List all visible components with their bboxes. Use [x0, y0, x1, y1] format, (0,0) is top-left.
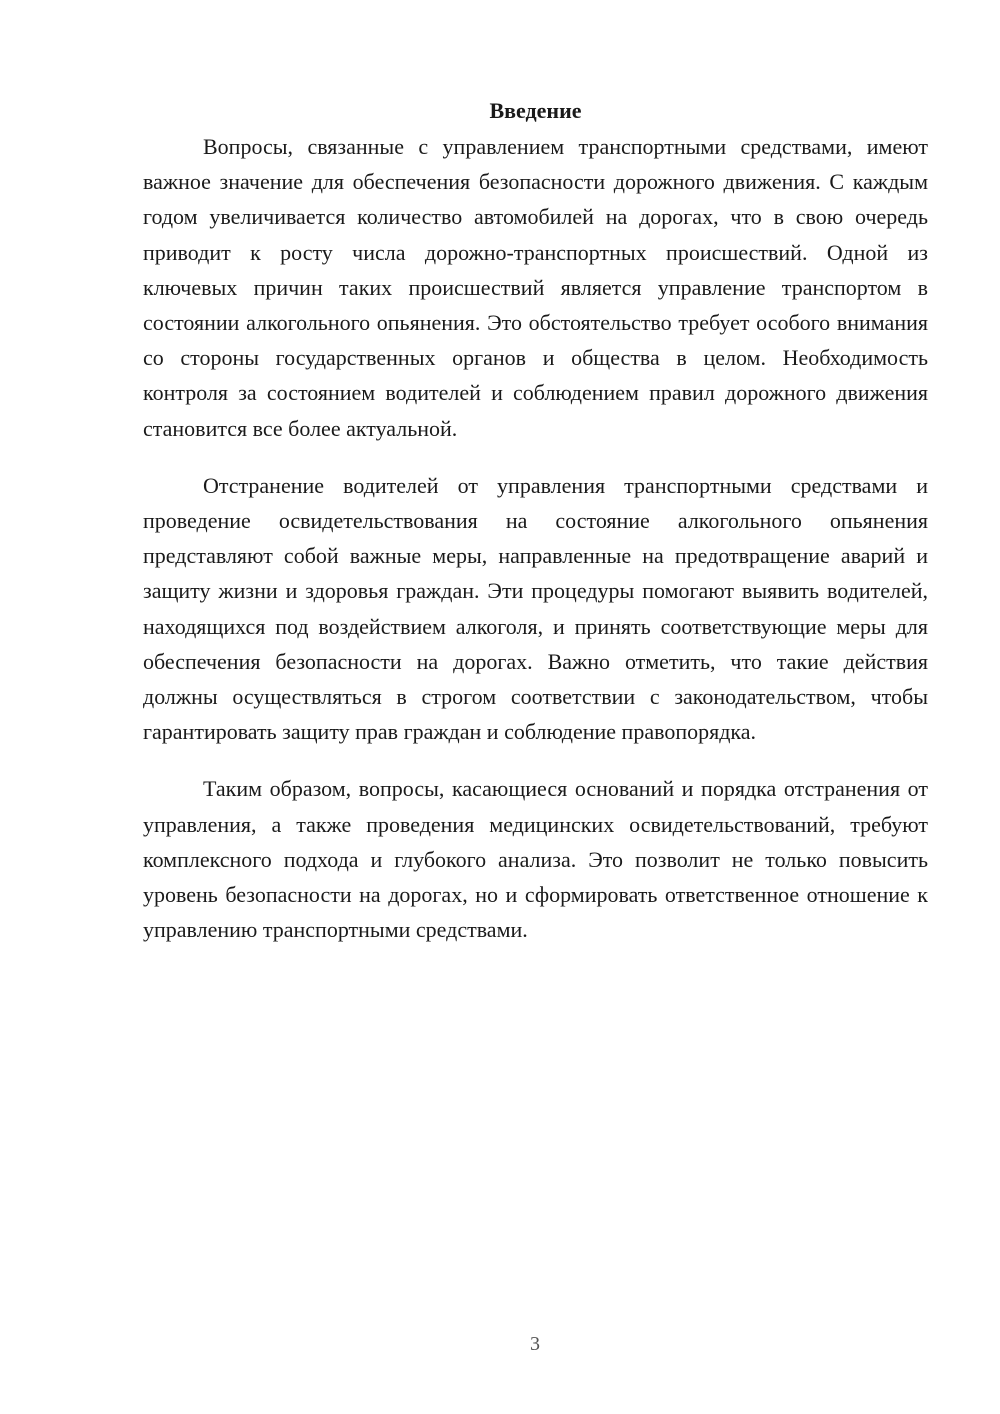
paragraph-1: Вопросы, связанные с управлением транспортными средствами, имеют важное значение для обеспечения безопасности дорожного движения. С каждым годом увеличивается количество автомобилей на дорогах, что в свою очередь приводит к росту числа дорожно-транспортных происшествий. Одной из ключевых причин таких происшествий является управление транспортом в состоянии алкогольного опьянения. Это обстоятельство требует особого внимания со стороны государственных органов и общества в целом. Необходимость контроля за состоянием водителей и соблюдением правил дорожного движения становится все более актуальной.	[143, 134, 928, 441]
paragraph-3: Таким образом, вопросы, касающиеся оснований и порядка отстранения от управления, а также проведения медицинских освидетельствований, требуют комплексного подхода и глубокого анализа. Это позволит не только повысить уровень безопасности на дорогах, но и сформировать ответственное отношение к управлению транспортными средствами.	[143, 776, 928, 943]
paragraph-2: Отстранение водителей от управления транспортными средствами и проведение освидетельствования на состояние алкогольного опьянения представляют собой важные меры, направленные на предотвращение аварий и защиту жизни и здоровья граждан. Эти процедуры помогают выявить водителей, находящихся под воздействием алкоголя, и принять соответствующие меры для обеспечения безопасности на дорогах. Важно отметить, что такие действия должны осуществляться в строгом соответствии с законодательством, чтобы гарантировать защиту прав граждан и соблюдение правопорядка.	[143, 472, 928, 745]
page-content	[143, 96, 928, 969]
page-number: 3	[530, 1333, 540, 1355]
section-title: Введение	[489, 98, 582, 123]
